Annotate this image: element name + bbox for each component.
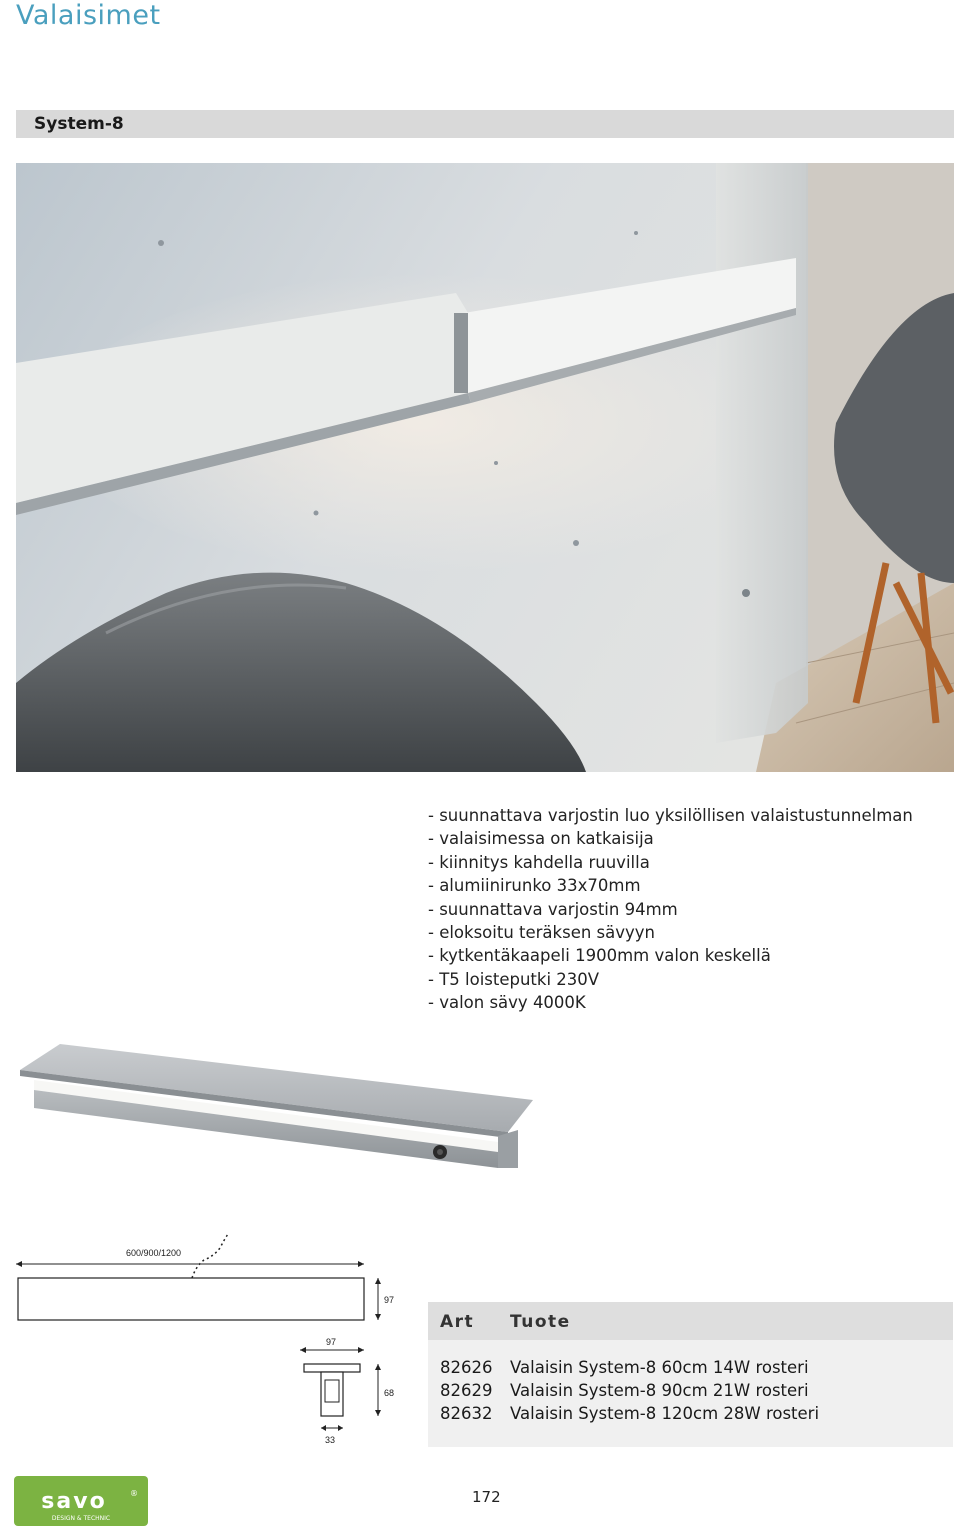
section-title: System-8 xyxy=(34,114,124,134)
savo-logo xyxy=(14,1476,148,1526)
logo-registered: ® xyxy=(130,1489,138,1498)
column-header-product: Tuote xyxy=(510,1312,571,1332)
table-row xyxy=(428,1358,953,1381)
product-name: Valaisin System-8 90cm 21W rosteri xyxy=(510,1381,809,1400)
product-name: Valaisin System-8 60cm 14W rosteri xyxy=(510,1358,809,1377)
feature-list xyxy=(428,804,913,1015)
hero-photo-illustration xyxy=(16,163,954,772)
feature-item: - alumiinirunko 33x70mm xyxy=(428,876,641,896)
logo-text: savo xyxy=(41,1489,107,1514)
profile-width-label: 97 xyxy=(326,1337,337,1347)
length-dimension-label: 600/900/1200 xyxy=(126,1248,182,1258)
product-table xyxy=(428,1302,953,1447)
feature-item: - eloksoitu teräksen sävyyn xyxy=(428,923,656,943)
dimension-drawing-svg xyxy=(10,1230,420,1450)
page-number: 172 xyxy=(472,1488,501,1506)
product-name: Valaisin System-8 120cm 28W rosteri xyxy=(510,1404,820,1423)
luminaire-illustration xyxy=(18,1040,538,1180)
dimension-drawing xyxy=(10,1230,420,1450)
page-title: Valaisimet xyxy=(16,0,161,31)
column-header-art: Art xyxy=(440,1312,475,1332)
feature-item: - kiinnitys kahdella ruuvilla xyxy=(428,852,650,872)
top-height-label: 97 xyxy=(384,1295,395,1305)
section-bar xyxy=(16,110,954,138)
feature-item: - T5 loisteputki 230V xyxy=(428,969,600,989)
brand-logo xyxy=(14,1476,148,1526)
art-number: 82629 xyxy=(440,1381,493,1400)
profile-height-label: 68 xyxy=(384,1388,395,1398)
logo-subtext: DESIGN & TECHNIC xyxy=(51,1515,111,1522)
art-number: 82632 xyxy=(440,1404,493,1423)
art-number: 82626 xyxy=(440,1358,493,1377)
feature-item: - valaisimessa on katkaisija xyxy=(428,829,654,849)
table-header xyxy=(428,1302,953,1340)
profile-depth-label: 33 xyxy=(325,1435,336,1445)
product-photo xyxy=(18,1040,538,1180)
hero-photo xyxy=(16,163,954,772)
feature-item: - kytkentäkaapeli 1900mm valon keskellä xyxy=(428,946,771,966)
feature-item: - suunnattava varjostin 94mm xyxy=(428,899,678,919)
table-row xyxy=(428,1381,953,1404)
table-row xyxy=(428,1404,953,1427)
feature-item: - valon sävy 4000K xyxy=(428,993,586,1013)
feature-item: - suunnattava varjostin luo yksilöllisen valaistustunnelman xyxy=(428,806,913,825)
